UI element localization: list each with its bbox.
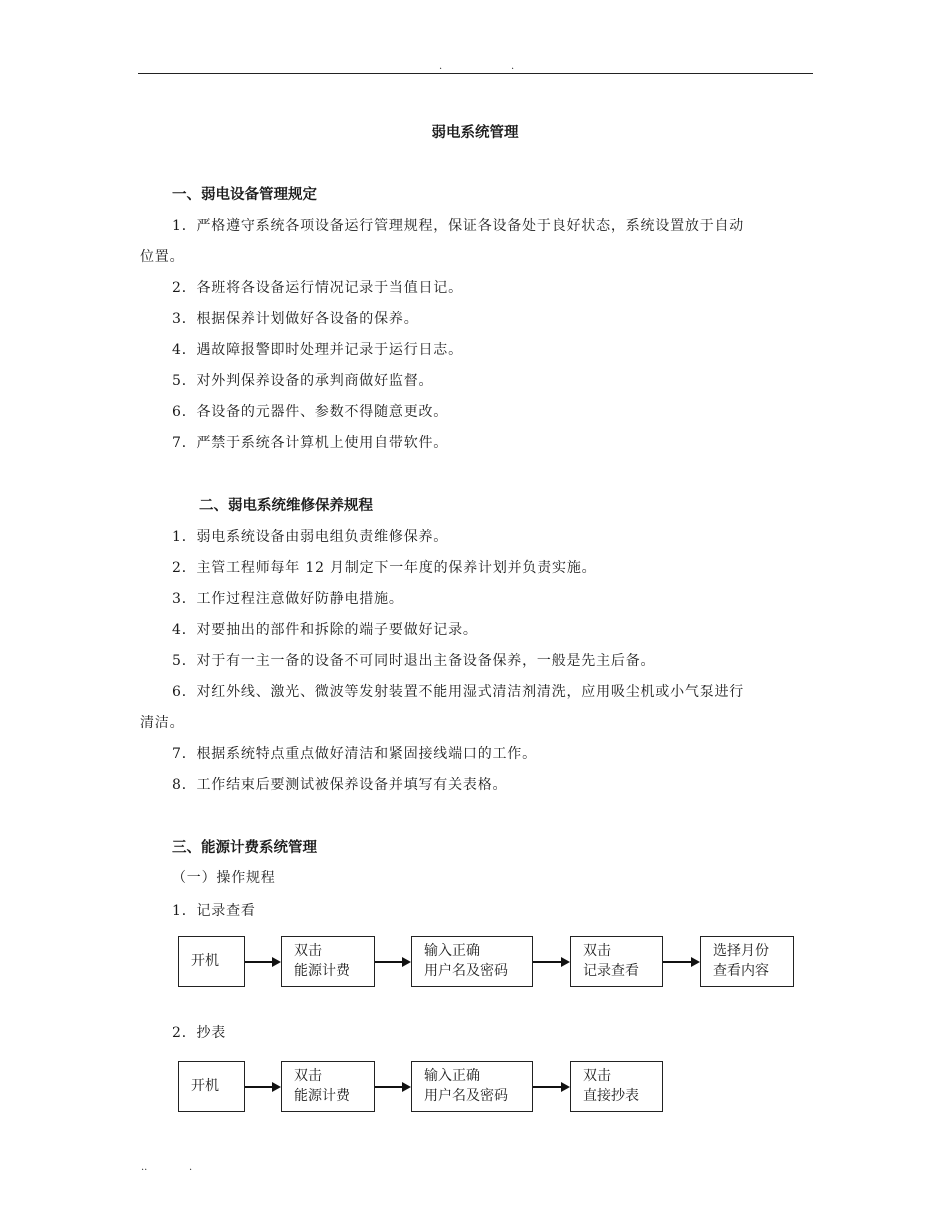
flow-arrow xyxy=(533,961,568,963)
flow-step-text: 双击 xyxy=(294,1068,322,1084)
flow-label: 1．记录查看 xyxy=(172,903,256,919)
flow-step-text: 双击 xyxy=(583,943,611,959)
footer-dot: .. xyxy=(141,1162,148,1173)
list-item: 5．对于有一主一备的设备不可同时退出主备设备保养，一般是先主后备。 xyxy=(172,653,656,669)
flow-step-text: 直接抄表 xyxy=(583,1088,639,1104)
flow-step-text: 查看内容 xyxy=(713,963,769,979)
flow-step-text: 能源计费 xyxy=(294,1088,350,1104)
list-item-continuation: 清洁。 xyxy=(140,715,185,731)
flow-step-text: 用户名及密码 xyxy=(424,963,508,979)
flow-arrow xyxy=(375,1086,409,1088)
header-dot: . xyxy=(511,61,515,72)
flow-step-text: 能源计费 xyxy=(294,963,350,979)
flow-arrow xyxy=(533,1086,568,1088)
list-item: 7．根据系统特点重点做好清洁和紧固接线端口的工作。 xyxy=(172,746,537,762)
flow-step-text: 选择月份 xyxy=(713,943,769,959)
flow-step-text: 输入正确 xyxy=(424,1068,480,1084)
list-item: 2．各班将各设备运行情况记录于当值日记。 xyxy=(172,280,463,296)
section-heading: 三、能源计费系统管理 xyxy=(172,840,317,856)
list-item: 3．工作过程注意做好防静电措施。 xyxy=(172,591,404,607)
flow-step-box xyxy=(281,936,375,987)
footer-dot: . xyxy=(189,1162,193,1173)
flow-step-box xyxy=(411,936,533,987)
flow-arrow xyxy=(245,1086,279,1088)
flow-step-box xyxy=(178,936,245,987)
subsection-heading: （一）操作规程 xyxy=(172,870,276,886)
list-item: 1．严格遵守系统各项设备运行管理规程，保证各设备处于良好状态，系统设置放于自动 xyxy=(172,218,745,234)
flow-step-text: 输入正确 xyxy=(424,943,480,959)
list-item: 2．主管工程师每年 12 月制定下一年度的保养计划并负责实施。 xyxy=(172,560,597,576)
section-heading: 二、弱电系统维修保养规程 xyxy=(199,498,373,514)
flow-step-text: 记录查看 xyxy=(583,963,639,979)
flow-step-box xyxy=(411,1061,533,1112)
flow-step-text: 开机 xyxy=(191,1078,219,1094)
list-item: 7．严禁于系统各计算机上使用自带软件。 xyxy=(172,435,449,451)
flow-label: 2．抄表 xyxy=(172,1025,227,1041)
flow-step-text: 用户名及密码 xyxy=(424,1088,508,1104)
list-item: 1．弱电系统设备由弱电组负责维修保养。 xyxy=(172,529,449,545)
flow-step-text: 双击 xyxy=(294,943,322,959)
flow-step-box xyxy=(281,1061,375,1112)
flow-step-box xyxy=(570,1061,663,1112)
list-item: 4．对要抽出的部件和拆除的端子要做好记录。 xyxy=(172,622,478,638)
list-item: 3．根据保养计划做好各设备的保养。 xyxy=(172,311,419,327)
flow-step-box xyxy=(700,936,794,987)
flow-step-box xyxy=(570,936,663,987)
flow-step-text: 双击 xyxy=(583,1068,611,1084)
flow-arrow xyxy=(375,961,409,963)
flow-arrow xyxy=(663,961,698,963)
page-title: 弱电系统管理 xyxy=(431,125,519,141)
list-item: 8．工作结束后要测试被保养设备并填写有关表格。 xyxy=(172,777,508,793)
flow-arrow xyxy=(245,961,279,963)
header-rule xyxy=(138,73,813,74)
flow-step-box xyxy=(178,1061,245,1112)
section-heading: 一、弱电设备管理规定 xyxy=(172,187,317,203)
flow-step-text: 开机 xyxy=(191,953,219,969)
list-item: 6．对红外线、激光、微波等发射装置不能用湿式清洁剂清洗，应用吸尘机或小气泵进行 xyxy=(172,684,745,700)
list-item: 5．对外判保养设备的承判商做好监督。 xyxy=(172,373,434,389)
list-item-continuation: 位置。 xyxy=(140,249,185,265)
list-item: 4．遇故障报警即时处理并记录于运行日志。 xyxy=(172,342,463,358)
header-dot: . xyxy=(439,61,443,72)
list-item: 6．各设备的元器件、参数不得随意更改。 xyxy=(172,404,449,420)
